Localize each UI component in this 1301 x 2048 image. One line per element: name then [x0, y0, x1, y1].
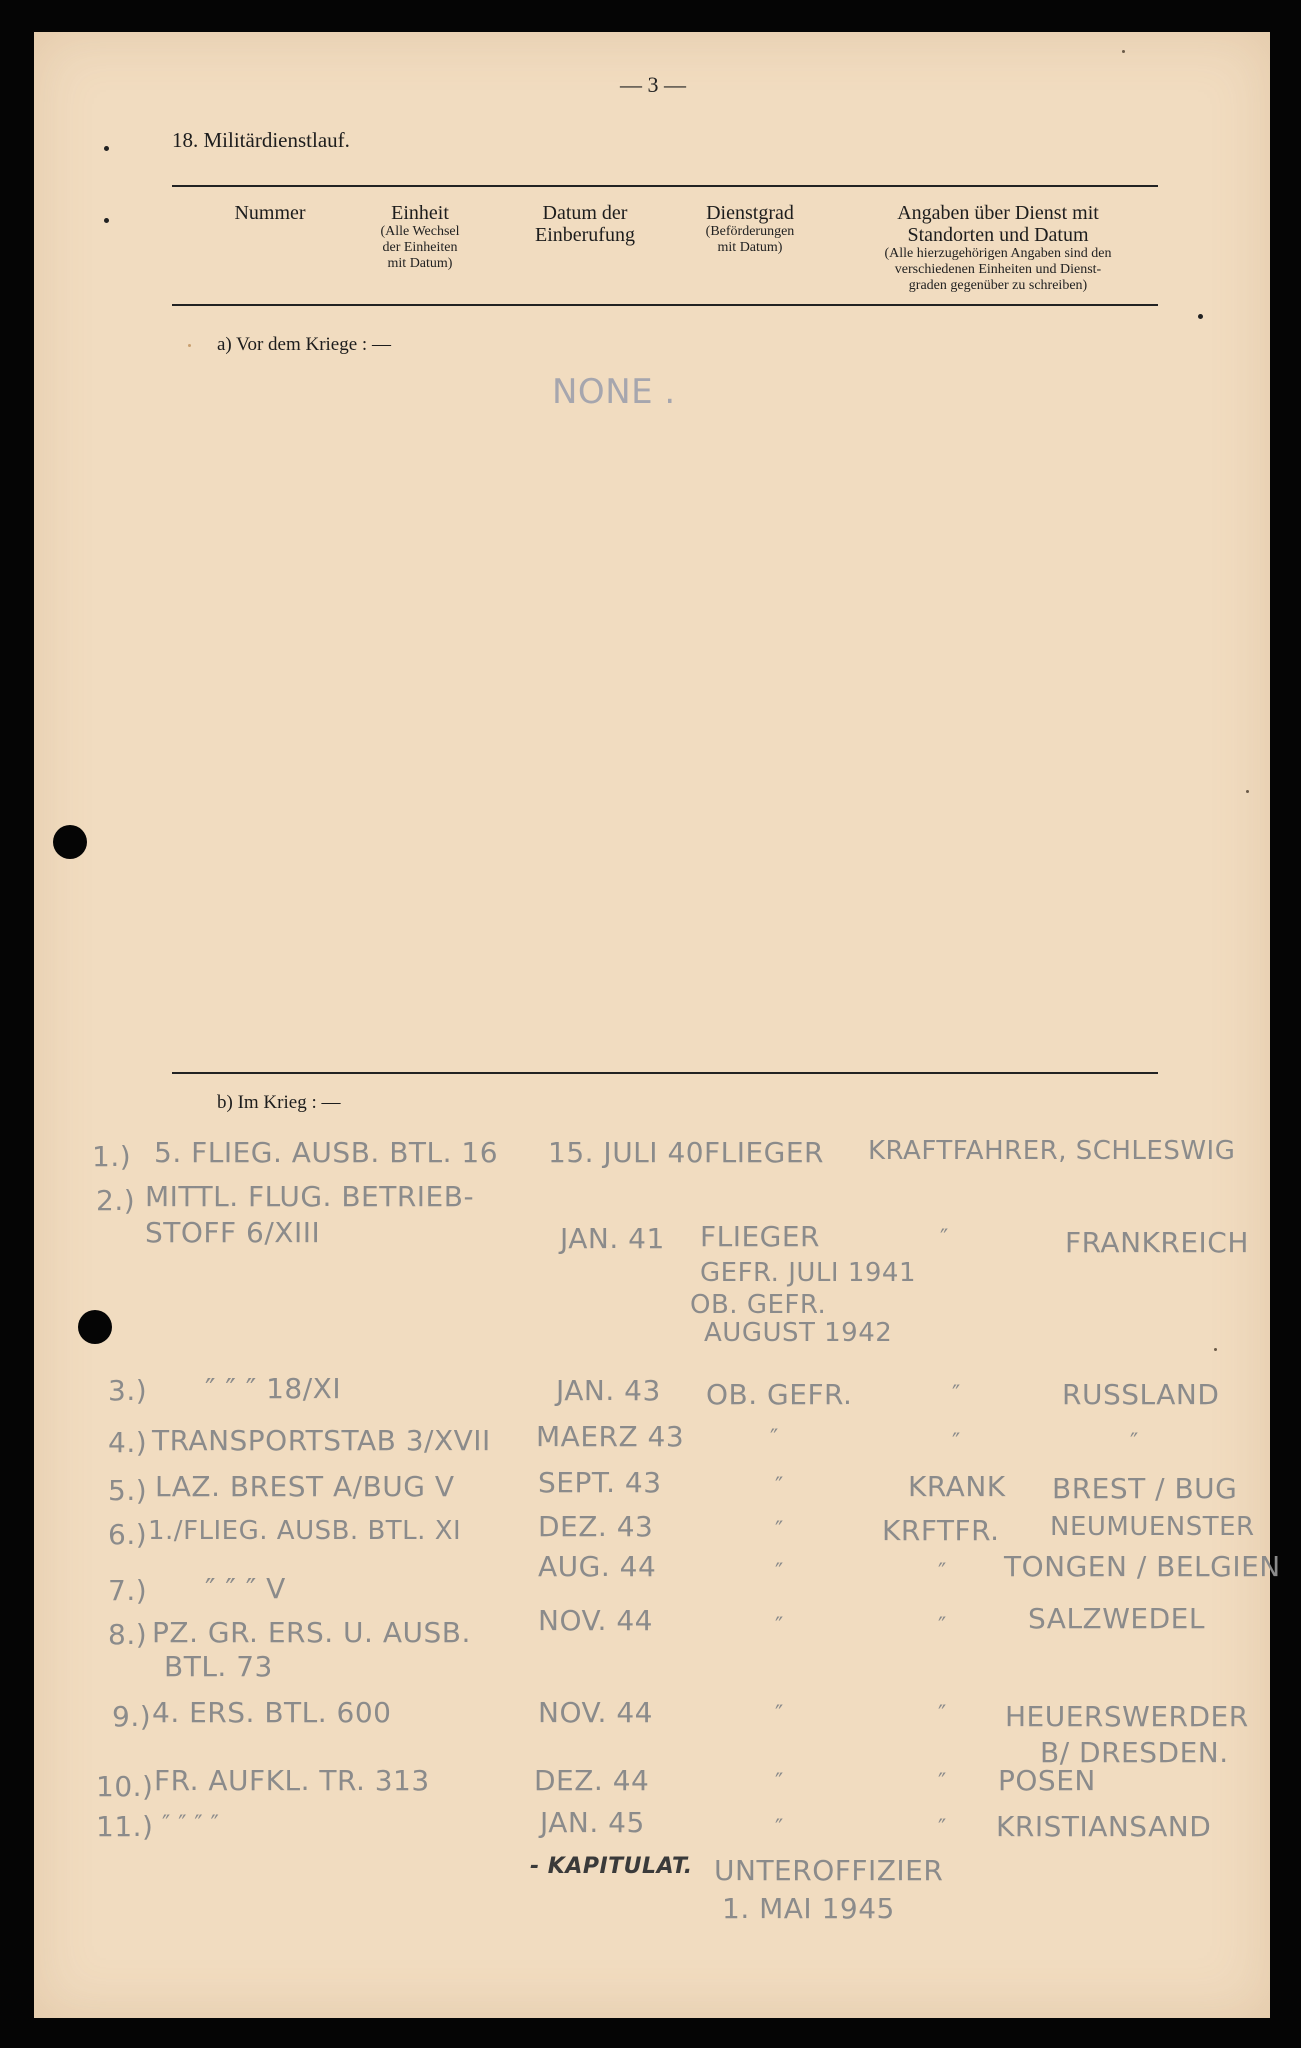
- header-note: mit Datum): [717, 240, 783, 255]
- section-title: 18. Militärdienstlauf.: [172, 128, 350, 152]
- header-label: Dienstgrad: [706, 202, 794, 224]
- col-header-datum: [505, 202, 665, 246]
- paper-speck: [188, 344, 191, 347]
- unit-entry: 4. ERS. BTL. 600: [152, 1696, 392, 1729]
- row-number: 4.): [108, 1426, 148, 1459]
- row-number: 2.): [96, 1184, 136, 1217]
- paper-speck: [1246, 790, 1249, 793]
- col-header-dienstgrad: [675, 202, 825, 256]
- header-label: Standorten und Datum: [907, 224, 1089, 246]
- capitulation-note: - KAPITULAT.: [530, 1854, 693, 1879]
- ditto-mark: ″: [938, 1770, 947, 1795]
- row-number: 6.): [108, 1518, 148, 1551]
- section-a-label: a) Vor dem Kriege : —: [217, 334, 391, 355]
- ditto-mark: ″: [770, 1426, 779, 1451]
- ditto-mark: ″: [938, 1816, 947, 1841]
- unit-entry: FR. AUFKL. TR. 313: [154, 1764, 430, 1797]
- row-number: 7.): [108, 1574, 148, 1607]
- date-entry: JAN. 41: [560, 1222, 665, 1255]
- row-number: 3.): [108, 1374, 148, 1407]
- section-b-rule: [172, 1072, 1158, 1074]
- ditto-mark: ″: [952, 1430, 961, 1455]
- service-entry: HEUERSWERDER: [1005, 1700, 1249, 1733]
- row-number: 9.): [112, 1700, 152, 1733]
- col-header-angaben: [828, 202, 1168, 294]
- header-note: graden gegenüber zu schreiben): [908, 278, 1088, 293]
- table-top-rule: [172, 185, 1158, 187]
- page-number: — 3 —: [620, 72, 686, 97]
- ditto-mark: ″: [940, 1226, 949, 1251]
- unit-entry: ″ ″ ″ ″: [162, 1812, 220, 1837]
- table-header-rule: [172, 304, 1158, 306]
- paper-speck: [1122, 50, 1125, 53]
- service-entry: B/ DRESDEN.: [1040, 1736, 1229, 1769]
- ditto-mark: ″: [775, 1474, 784, 1499]
- unit-entry: MITTL. FLUG. BETRIEB-: [145, 1180, 475, 1213]
- header-label: Nummer: [234, 202, 306, 224]
- unit-entry: LAZ. BREST A/BUG V: [155, 1470, 455, 1503]
- service-entry: KRAFTFAHRER, SCHLESWIG: [868, 1136, 1236, 1166]
- service-entry: FRANKREICH: [1065, 1226, 1249, 1259]
- ditto-mark: ″: [938, 1614, 947, 1639]
- row-number: 5.): [108, 1474, 148, 1507]
- date-entry: DEZ. 43: [538, 1510, 654, 1543]
- header-label: Datum der: [542, 202, 628, 224]
- header-label: Einheit: [391, 202, 449, 224]
- service-entry: KRISTIANSAND: [996, 1810, 1212, 1843]
- row-number: 8.): [108, 1618, 148, 1651]
- final-rank: UNTEROFFIZIER: [714, 1854, 944, 1887]
- rank-entry: FLIEGER: [700, 1220, 820, 1253]
- header-label: Einberufung: [535, 224, 635, 246]
- date-entry: DEZ. 44: [534, 1764, 650, 1797]
- header-label: Angaben über Dienst mit: [897, 202, 1099, 224]
- header-note: mit Datum): [387, 256, 453, 271]
- service-entry: RUSSLAND: [1062, 1378, 1220, 1411]
- service-entry: POSEN: [998, 1764, 1096, 1797]
- punch-hole-bottom: [78, 1310, 112, 1344]
- date-entry: JAN. 45: [540, 1806, 645, 1839]
- unit-entry: TRANSPORTSTAB 3/XVII: [152, 1424, 491, 1457]
- margin-dot: [104, 218, 109, 223]
- rank-entry: OB. GEFR.: [690, 1290, 827, 1320]
- rank-entry: GEFR. JULI 1941: [700, 1258, 916, 1288]
- ditto-mark: ″: [775, 1702, 784, 1727]
- ditto-mark: ″: [938, 1702, 947, 1727]
- ditto-mark: ″: [1130, 1430, 1139, 1455]
- unit-entry: PZ. GR. ERS. U. AUSB.: [152, 1616, 471, 1649]
- unit-entry: ″ ″ ″ 18/XI: [205, 1372, 342, 1405]
- ditto-mark: ″: [775, 1816, 784, 1841]
- unit-entry: 1./FLIEG. AUSB. BTL. XI: [148, 1516, 462, 1546]
- row-number: 11.): [96, 1810, 154, 1843]
- date-entry: 15. JULI 40: [548, 1136, 705, 1169]
- date-entry: JAN. 43: [556, 1374, 661, 1407]
- unit-entry: ″ ″ ″ V: [205, 1572, 286, 1605]
- ditto-mark: ″: [938, 1560, 947, 1585]
- date-entry: AUG. 44: [538, 1550, 657, 1583]
- header-note: der Einheiten: [382, 240, 458, 255]
- margin-dot: [1198, 314, 1203, 319]
- service-entry: TONGEN / BELGIEN: [1004, 1550, 1281, 1583]
- col-header-einheit: [350, 202, 490, 272]
- date-entry: MAERZ 43: [536, 1420, 685, 1453]
- final-date: 1. MAI 1945: [722, 1892, 895, 1925]
- header-note: verschiedenen Einheiten und Dienst-: [894, 262, 1102, 277]
- margin-dot: [104, 146, 109, 151]
- ditto-mark: ″: [775, 1560, 784, 1585]
- row-number: 1.): [92, 1140, 132, 1173]
- service-entry: BREST / BUG: [1052, 1472, 1238, 1505]
- paper-speck: [1214, 1348, 1217, 1351]
- date-entry: NOV. 44: [538, 1696, 653, 1729]
- rank-entry: OB. GEFR.: [706, 1378, 853, 1411]
- ditto-mark: ″: [775, 1614, 784, 1639]
- header-note: (Beförderungen: [705, 224, 795, 239]
- service-entry: SALZWEDEL: [1028, 1602, 1205, 1635]
- header-note: (Alle hierzugehörigen Angaben sind den: [884, 246, 1112, 261]
- col-header-nummer: [200, 202, 340, 224]
- date-entry: NOV. 44: [538, 1604, 653, 1637]
- ditto-mark: ″: [775, 1518, 784, 1543]
- unit-entry: BTL. 73: [164, 1650, 273, 1683]
- ditto-mark: ″: [775, 1770, 784, 1795]
- rank-entry: AUGUST 1942: [704, 1318, 893, 1348]
- service-entry: KRANK: [908, 1470, 1006, 1503]
- unit-entry: STOFF 6/XIII: [145, 1216, 321, 1249]
- rank-entry: FLIEGER: [704, 1136, 824, 1169]
- service-entry: NEUMUENSTER: [1050, 1512, 1255, 1542]
- row-number: 10.): [96, 1770, 154, 1803]
- unit-entry: 5. FLIEG. AUSB. BTL. 16: [154, 1136, 499, 1169]
- ditto-mark: ″: [952, 1382, 961, 1407]
- service-entry: KRFTFR.: [882, 1514, 1000, 1547]
- punch-hole-top: [53, 825, 87, 859]
- header-note: (Alle Wechsel: [380, 224, 460, 239]
- date-entry: SEPT. 43: [538, 1466, 662, 1499]
- section-a-entry: NONE .: [552, 372, 676, 412]
- section-b-label: b) Im Krieg : —: [217, 1092, 341, 1113]
